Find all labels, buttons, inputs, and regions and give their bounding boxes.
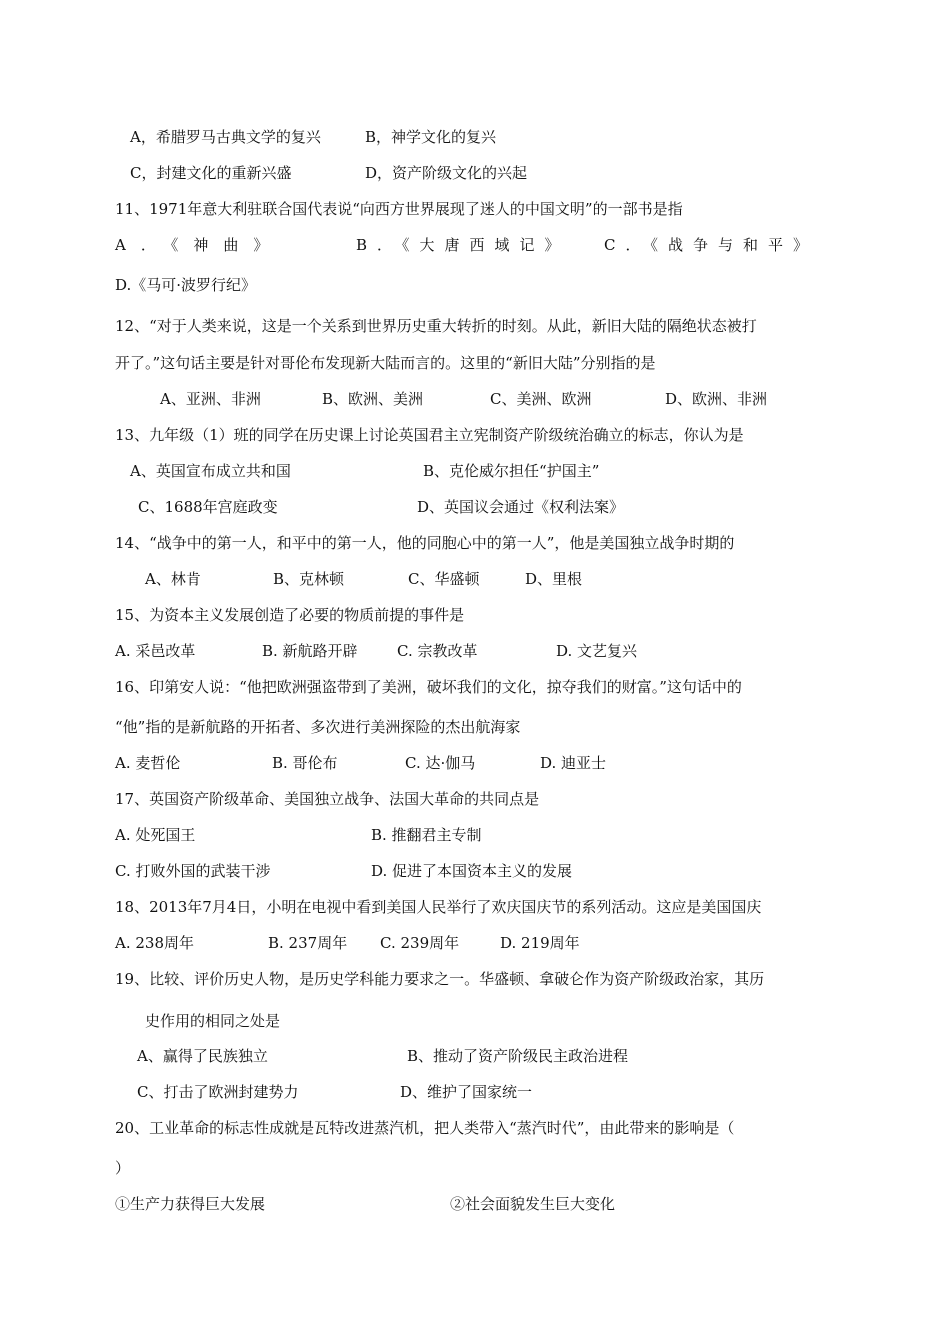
q11-option-c[interactable]: C．《战争与和平》 xyxy=(604,236,818,254)
q13-option-a[interactable]: A、英国宣布成立共和国 xyxy=(130,462,291,480)
q14-option-a[interactable]: A、林肯 xyxy=(145,570,201,588)
q17-option-a[interactable]: A. 处死国王 xyxy=(115,826,196,844)
q20-option-2[interactable]: ②社会面貌发生巨大变化 xyxy=(450,1195,616,1213)
q17-option-b[interactable]: B. 推翻君主专制 xyxy=(371,826,482,844)
q16-option-b[interactable]: B. 哥伦布 xyxy=(272,754,338,772)
q14-stem: 14、“战争中的第一人，和平中的第一人，他的同胞心中的第一人”，他是美国独立战争时期的 xyxy=(115,534,735,552)
q15-option-c[interactable]: C. 宗教改革 xyxy=(397,642,478,660)
q16-option-a[interactable]: A. 麦哲伦 xyxy=(115,754,181,772)
q17-option-d[interactable]: D. 促进了本国资本主义的发展 xyxy=(371,862,573,880)
q10-option-b[interactable]: B，神学文化的复兴 xyxy=(365,128,497,146)
q12-stem-line2: 开了。”这句话主要是针对哥伦布发现新大陆而言的。这里的“新旧大陆”分别指的是 xyxy=(115,354,656,372)
q10-option-c[interactable]: C，封建文化的重新兴盛 xyxy=(130,164,292,182)
q19-stem-line1: 19、比较、评价历史人物，是历史学科能力要求之一。华盛顿、拿破仑作为资产阶级政治家，其历 xyxy=(115,970,765,988)
q11-option-a[interactable]: A．《神曲》 xyxy=(115,236,284,254)
q12-stem-line1: 12、“对于人类来说，这是一个关系到世界历史重大转折的时刻。从此，新旧大陆的隔绝状态被打 xyxy=(115,317,757,335)
q13-option-c[interactable]: C、1688年宫庭政变 xyxy=(138,498,278,516)
q15-option-a[interactable]: A. 采邑改革 xyxy=(115,642,196,660)
q10-option-a[interactable]: A，希腊罗马古典文学的复兴 xyxy=(130,128,321,146)
q10-option-d[interactable]: D，资产阶级文化的兴起 xyxy=(365,164,528,182)
q11-option-b[interactable]: B．《大唐西域记》 xyxy=(356,236,570,254)
q12-option-b[interactable]: B、欧洲、美洲 xyxy=(322,390,424,408)
q15-stem: 15、为资本主义发展创造了必要的物质前提的事件是 xyxy=(115,606,465,624)
q19-option-a[interactable]: A、赢得了民族独立 xyxy=(137,1047,268,1065)
q13-stem: 13、九年级（1）班的同学在历史课上讨论英国君主立宪制资产阶级统治确立的标志，你认为是 xyxy=(115,426,744,444)
q20-stem-line2: ） xyxy=(115,1159,131,1177)
q17-stem: 17、英国资产阶级革命、美国独立战争、法国大革命的共同点是 xyxy=(115,790,540,808)
q19-option-b[interactable]: B、推动了资产阶级民主政治进程 xyxy=(407,1047,629,1065)
q18-option-b[interactable]: B. 237周年 xyxy=(268,934,348,952)
q11-stem: 11、1971年意大利驻联合国代表说“向西方世界展现了迷人的中国文明”的一部书是指 xyxy=(115,200,683,218)
q16-option-c[interactable]: C. 达·伽马 xyxy=(405,754,476,772)
q13-option-b[interactable]: B、克伦威尔担任“护国主” xyxy=(423,462,600,480)
q18-option-d[interactable]: D. 219周年 xyxy=(500,934,580,952)
q19-stem-line2: 史作用的相同之处是 xyxy=(145,1012,281,1030)
q14-option-d[interactable]: D、里根 xyxy=(525,570,583,588)
q17-option-c[interactable]: C. 打败外国的武装干涉 xyxy=(115,862,271,880)
q12-option-c[interactable]: C、美洲、欧洲 xyxy=(490,390,592,408)
q19-option-d[interactable]: D、维护了国家统一 xyxy=(400,1083,533,1101)
q16-option-d[interactable]: D. 迪亚士 xyxy=(540,754,607,772)
q14-option-b[interactable]: B、克林顿 xyxy=(273,570,345,588)
q11-option-d[interactable]: D.《马可·波罗行纪》 xyxy=(115,276,257,294)
q16-stem-line2: “他”指的是新航路的开拓者、多次进行美洲探险的杰出航海家 xyxy=(115,718,521,736)
q13-option-d[interactable]: D、英国议会通过《权利法案》 xyxy=(417,498,625,516)
q12-option-a[interactable]: A、亚洲、非洲 xyxy=(160,390,261,408)
q15-option-d[interactable]: D. 文艺复兴 xyxy=(556,642,638,660)
q18-option-c[interactable]: C. 239周年 xyxy=(380,934,460,952)
q18-stem: 18、2013年7月4日，小明在电视中看到美国人民举行了欢庆国庆节的系列活动。这应是美国国庆 xyxy=(115,898,762,916)
q19-option-c[interactable]: C、打击了欧洲封建势力 xyxy=(137,1083,299,1101)
q20-option-1[interactable]: ①生产力获得巨大发展 xyxy=(115,1195,266,1213)
q15-option-b[interactable]: B. 新航路开辟 xyxy=(262,642,358,660)
q14-option-c[interactable]: C、华盛顿 xyxy=(408,570,480,588)
q12-option-d[interactable]: D、欧洲、非洲 xyxy=(665,390,768,408)
q18-option-a[interactable]: A. 238周年 xyxy=(115,934,194,952)
q20-stem-line1: 20、工业革命的标志性成就是瓦特改进蒸汽机，把人类带入“蒸汽时代”，由此带来的影响是（ xyxy=(115,1119,735,1137)
q16-stem-line1: 16、印第安人说：“他把欧洲强盗带到了美洲，破坏我们的文化，掠夺我们的财富。”这句话中的 xyxy=(115,678,742,696)
